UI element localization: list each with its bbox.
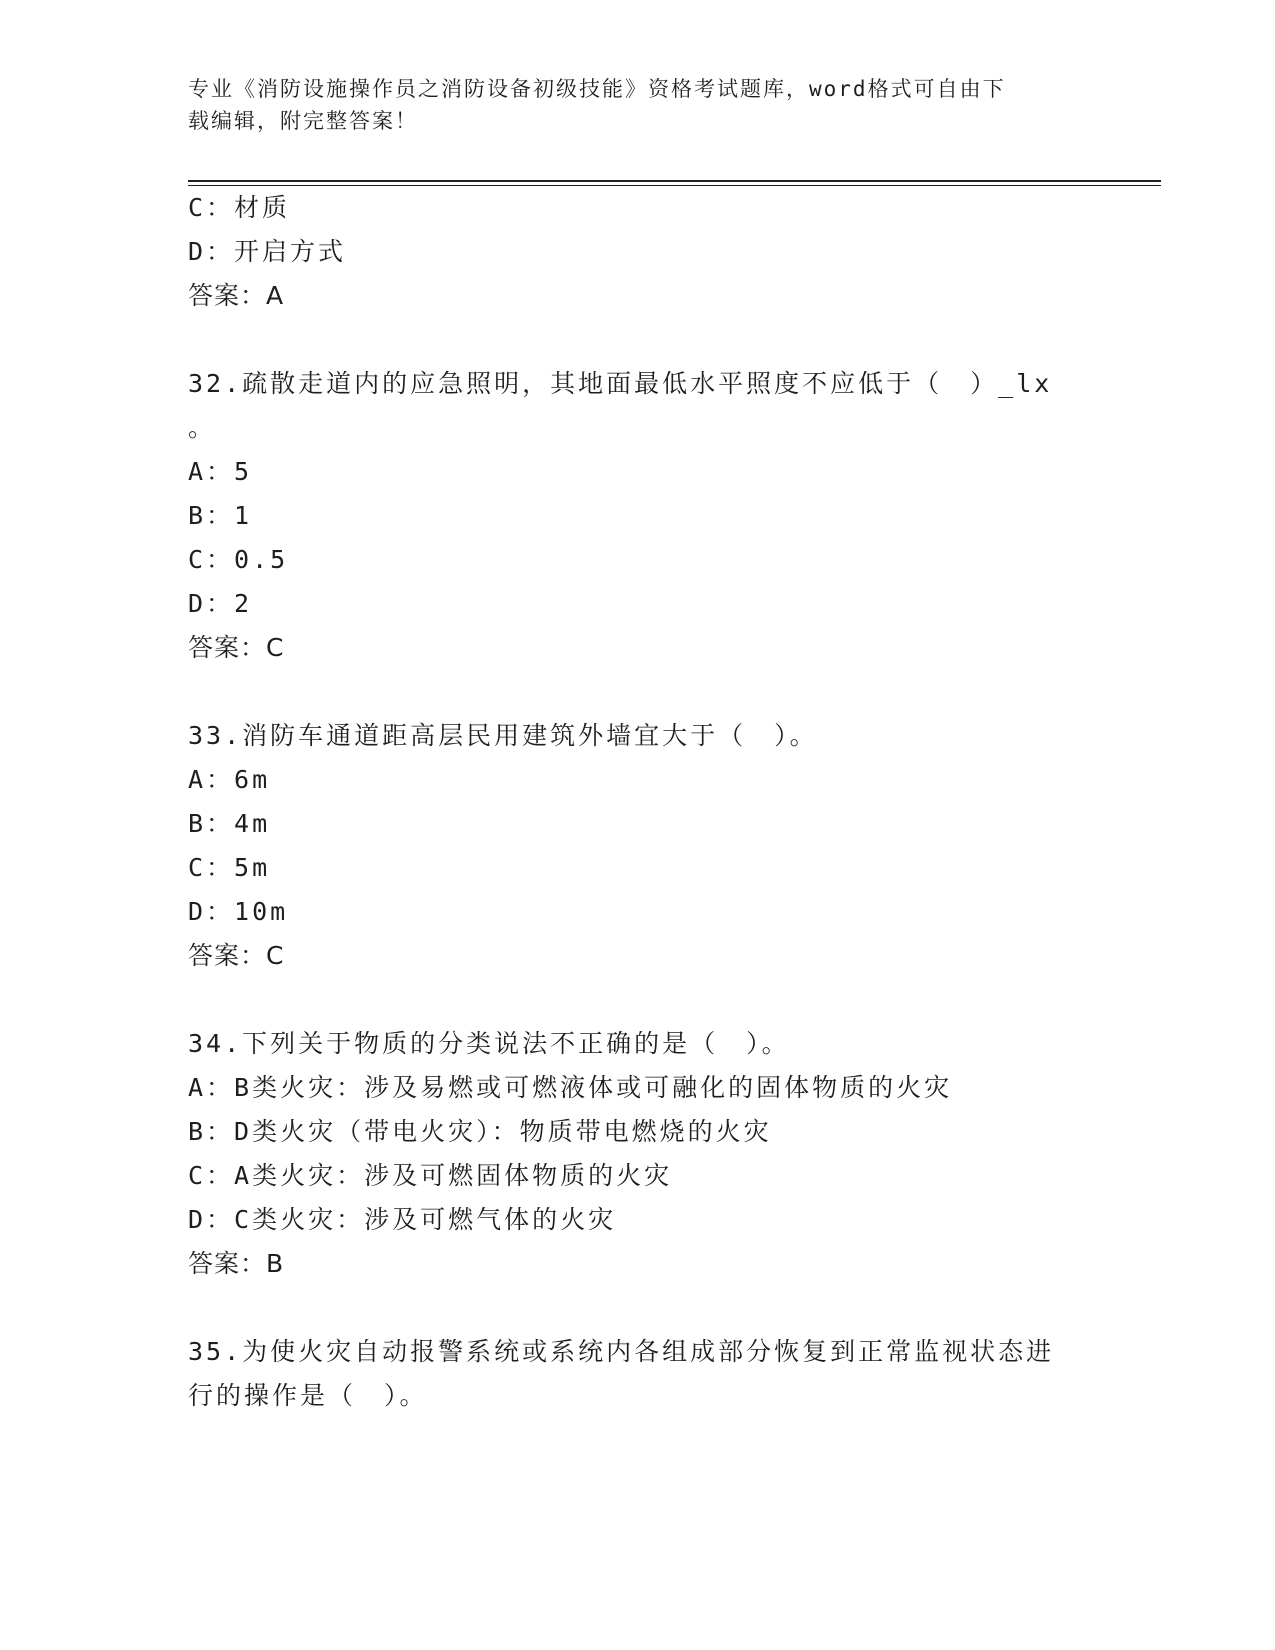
q34-option-d: D：C类火灾：涉及可燃气体的火灾 [188, 1205, 617, 1234]
header-rule-thin [188, 185, 1161, 186]
q34-option-a: A：B类火灾：涉及易燃或可燃液体或可融化的固体物质的火灾 [188, 1073, 953, 1102]
q35-stem-line-1: 35.为使火灾自动报警系统或系统内各组成部分恢复到正常监视状态进 [188, 1337, 1055, 1366]
q33-option-b: B：4m [188, 809, 271, 838]
q31-option-c: C：材质 [188, 193, 291, 222]
q32-stem-line-1: 32.疏散走道内的应急照明，其地面最低水平照度不应低于（ ）_lx [188, 369, 1053, 398]
q31-answer: 答案：A [188, 281, 285, 310]
q32-option-d: D：2 [188, 589, 253, 618]
q32-option-b: B：1 [188, 501, 253, 530]
q32-answer: 答案：C [188, 633, 285, 662]
q31-option-d: D：开启方式 [188, 237, 347, 266]
q34-option-c: C：A类火灾：涉及可燃固体物质的火灾 [188, 1161, 673, 1190]
header-rule-thick [188, 180, 1161, 182]
q33-option-c: C：5m [188, 853, 271, 882]
q33-answer: 答案：C [188, 941, 285, 970]
q34-stem: 34.下列关于物质的分类说法不正确的是（ ）。 [188, 1029, 790, 1058]
q33-option-d: D：10m [188, 897, 289, 926]
q34-answer: 答案：B [188, 1249, 285, 1278]
q33-option-a: A：6m [188, 765, 271, 794]
header-line-2: 载编辑，附完整答案！ [188, 109, 418, 133]
header-line-1: 专业《消防设施操作员之消防设备初级技能》资格考试题库，word格式可自由下 [188, 77, 1006, 101]
q32-stem-line-2: 。 [188, 413, 217, 442]
q35-stem-line-2: 行的操作是（ ）。 [188, 1381, 428, 1410]
q32-option-c: C：0.5 [188, 545, 289, 574]
q32-option-a: A：5 [188, 457, 253, 486]
q34-option-b: B：D类火灾（带电火灾）：物质带电燃烧的火灾 [188, 1117, 772, 1146]
q33-stem: 33.消防车通道距高层民用建筑外墙宜大于（ ）。 [188, 721, 818, 750]
document-header [188, 73, 1068, 137]
